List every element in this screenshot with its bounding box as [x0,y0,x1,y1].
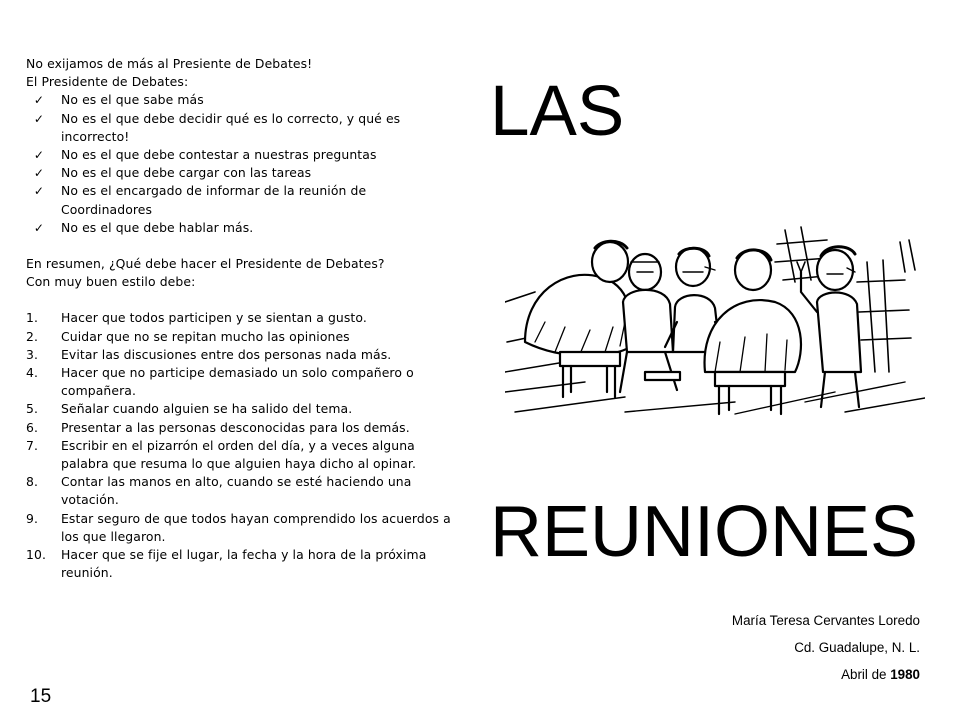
check-item: ✓ No es el que sabe más [26,91,456,109]
check-item: ✓ No es el que debe contestar a nuestras preguntas [26,146,456,164]
check-icon: ✓ [33,93,45,108]
check-icon: ✓ [33,166,45,181]
page-number: 15 [30,686,52,707]
title-reuniones: REUNIONES [490,492,919,572]
list-item: 7. Escribir en el pizarrón el orden del día, y a veces alguna palabra que resuma lo que alguien haya dicho al opinar. [26,437,416,472]
meeting-cartoon-icon [505,222,925,420]
credits-block [560,612,920,693]
list-item: 3. Evitar las discusiones entre dos personas nada más. [26,346,392,362]
check-item: ✓ No es el que debe cargar con las tareas [26,164,456,182]
place: Cd. Guadalupe, N. L. [794,640,920,655]
summary-question: En resumen, ¿Qué debe hacer el Presidente de Debates? [26,256,385,272]
check-icon: ✓ [33,220,45,235]
check-item: ✓ No es el encargado de informar de la reunión de Coordinadores [33,183,367,217]
date-line: Abril de 1980 [841,667,920,682]
duties-list [26,309,456,582]
list-item: 4. Hacer que no participe demasiado un solo compañero o compañera. [26,365,414,399]
author-name: María Teresa Cervantes Loredo [731,613,920,628]
list-item: 6. Presentar a las personas desconocidas para los demás. [26,419,410,435]
year: 1980 [890,667,920,682]
lead-line: El Presidente de Debates: [26,74,189,90]
spacer [26,291,456,309]
style-lead: Con muy buen estilo debe: [26,274,196,290]
instructions-column [26,55,456,582]
person-middle-left [620,254,680,392]
not-duties-list [26,91,456,237]
check-item: ✓ No es el que debe hablar más. [26,219,456,237]
list-item: 5. Señalar cuando alguien se ha salido del tema. [26,401,353,417]
check-icon: ✓ [33,111,45,126]
list-item: 1. Hacer que todos participen y se sientan a gusto. [26,310,367,326]
list-item: 2. Cuidar que no se repitan mucho las opiniones [26,328,350,344]
check-item: ✓ No es el que debe decidir qué es lo correcto, y qué es incorrecto! [33,110,401,144]
check-icon: ✓ [33,148,45,163]
title-las: LAS [490,72,625,151]
intro-line: No exijamos de más al Presiente de Debates! [26,56,313,71]
person-left [525,241,632,397]
list-item: 8. Contar las manos en alto, cuando se esté haciendo una votación. [26,474,412,508]
person-right [797,247,861,407]
check-icon: ✓ [33,184,45,199]
list-item: 9. Estar seguro de que todos hayan comprendido los acuerdos a los que llegaron. [26,510,451,544]
spacer [26,237,456,255]
person-center-right [705,250,801,414]
list-item: 10. Hacer que se fije el lugar, la fecha y la hora de la próxima reunión. [26,547,427,581]
